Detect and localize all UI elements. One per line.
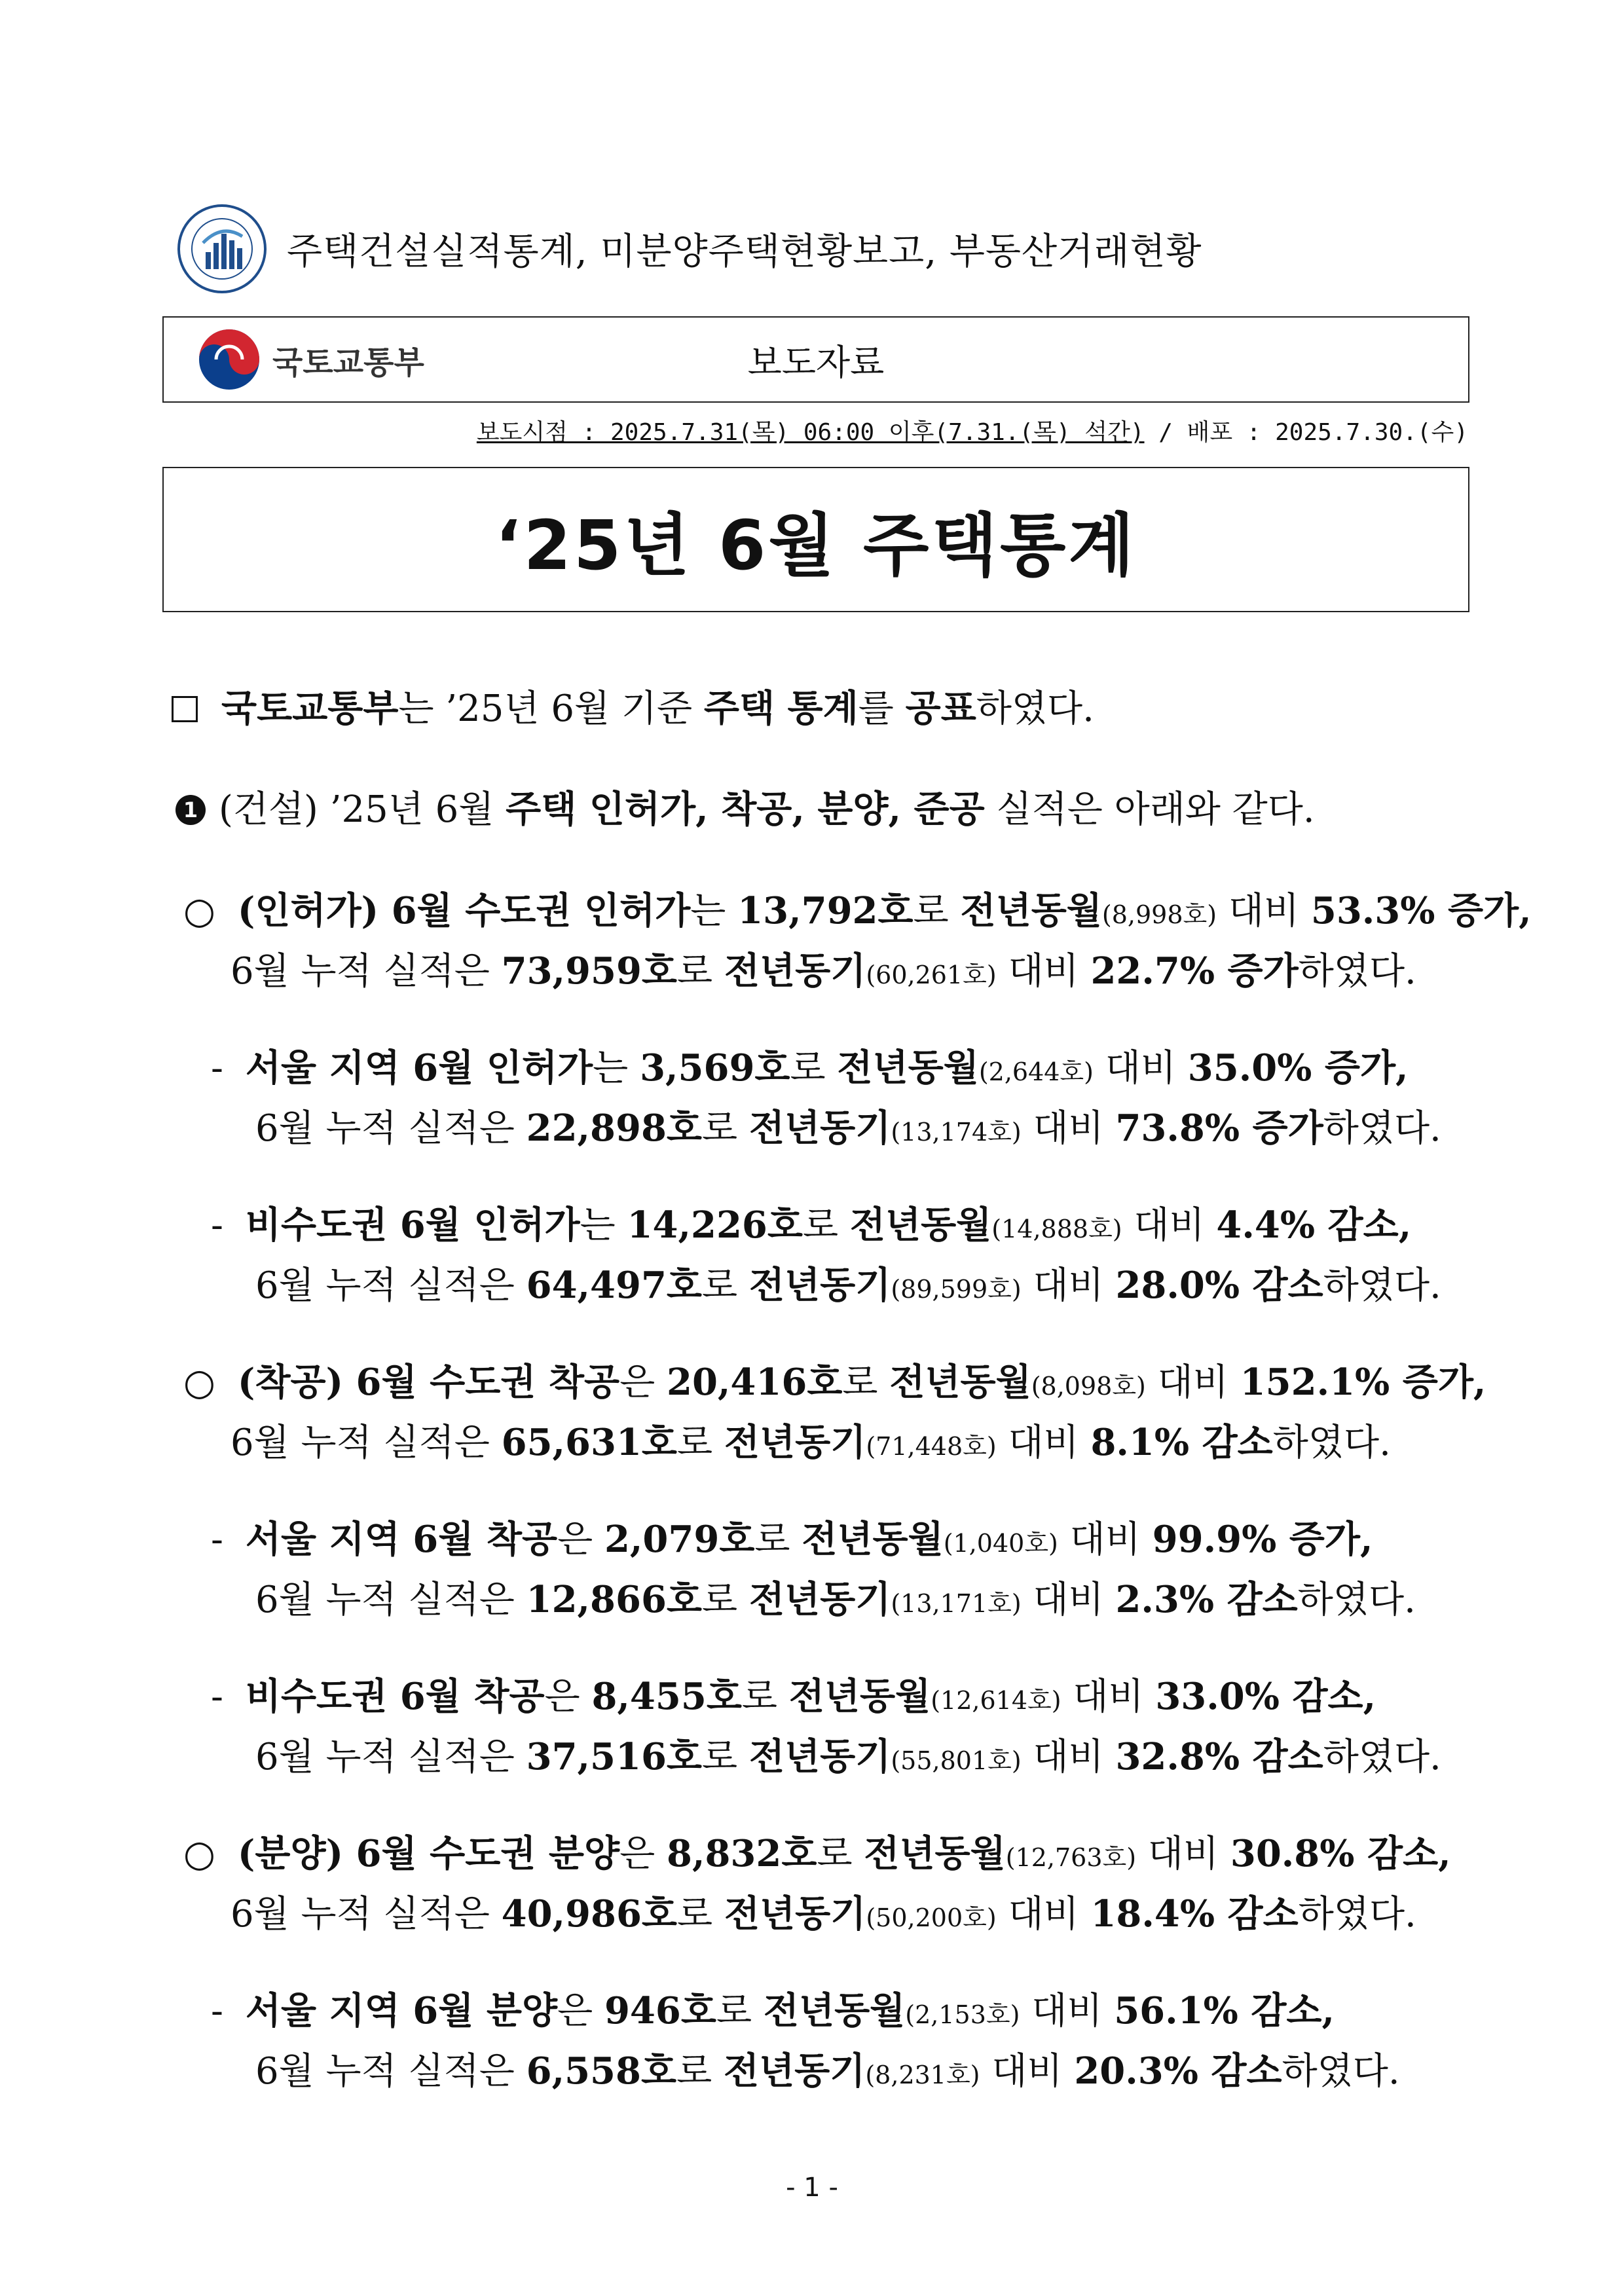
item-particle: 로: [677, 1422, 724, 1464]
dash-item-line-2: [255, 1576, 1416, 1627]
item-reference-value: (12,614호): [931, 1686, 1061, 1715]
cumulative-value: 65,631호: [501, 1421, 678, 1464]
item-reference-value: (13,171호): [891, 1589, 1022, 1618]
item-change-percent: 53.3% 증가,: [1310, 889, 1532, 932]
item-ending: 하였다.: [1323, 1736, 1441, 1778]
item-change-percent: 35.0% 증가,: [1187, 1046, 1409, 1090]
section-1-text-2: 실적은 아래와 같다.: [984, 788, 1315, 831]
intro-keyword-publish: 공표: [905, 687, 976, 730]
ministry-logo: [196, 327, 424, 392]
item-subject: (착공) 6월 수도권 착공: [237, 1361, 620, 1404]
item-subject: (인허가) 6월 수도권 인허가: [237, 889, 691, 932]
cumulative-value: 40,986호: [501, 1892, 678, 1936]
section-1-keywords: 주택 인허가, 착공, 분양, 준공: [506, 788, 985, 831]
item-value: 13,792호: [737, 889, 913, 932]
item-ending: 하였다.: [1272, 1422, 1391, 1464]
item-particle: 로: [802, 1204, 850, 1247]
circle-item-line-2: [231, 1890, 1416, 1941]
document-title: ‘25년 6월 주택통계: [495, 505, 1137, 585]
item-reference-value: (12,763호): [1005, 1843, 1137, 1872]
item-value: 14,226호: [627, 1203, 803, 1247]
item-particle: 은: [557, 1518, 604, 1561]
item-comparison-label: 전년동기: [748, 1578, 891, 1621]
item-connector: 대비: [1058, 1518, 1153, 1561]
dash-item-line-2: [255, 1105, 1441, 1156]
cumulative-value: 12,866호: [526, 1578, 703, 1621]
release-time: 2025.7.31(목) 06:00 이후(7.31.(목) 석간): [610, 419, 1145, 446]
item-reference-value: (2,644호): [978, 1057, 1094, 1086]
item-particle: 로: [913, 890, 961, 932]
section-1-text-1: (건설) ’25년 6월: [219, 788, 506, 831]
item-subject: (분양) 6월 수도권 분양: [237, 1832, 620, 1875]
cumulative-change-percent: 18.4% 감소: [1090, 1892, 1299, 1936]
cumulative-change-percent: 73.8% 증가: [1115, 1107, 1323, 1150]
national-statistics-seal-icon: [177, 204, 267, 294]
item-comparison-label: 전년동기: [723, 2049, 866, 2093]
dash-item-line-1: [211, 1202, 1411, 1253]
item-change-percent: 33.0% 감소,: [1155, 1675, 1376, 1718]
item-subject: 서울 지역 6월 인허가: [245, 1046, 593, 1090]
cumulative-change-percent: 32.8% 감소: [1115, 1735, 1323, 1778]
item-connector: 대비: [996, 1893, 1091, 1936]
item-particle: 로: [716, 1990, 764, 2032]
item-comparison-label: 전년동월: [864, 1832, 1006, 1875]
item-particle: 는: [580, 1204, 627, 1247]
item-reference-value: (8,098호): [1031, 1372, 1146, 1401]
item-ending: 하였다.: [1323, 1107, 1441, 1150]
item-particle: 로: [754, 1518, 802, 1561]
item-value: 8,455호: [591, 1675, 742, 1718]
intro-text-2: 를: [858, 688, 906, 730]
intro-text-3: 하였다.: [976, 688, 1094, 730]
item-particle: 로: [702, 1579, 749, 1621]
item-connector: 대비: [1136, 1833, 1230, 1875]
item-particle: 로: [741, 1676, 789, 1718]
item-comparison-label: 전년동월: [763, 1989, 906, 2032]
item-comparison-label: 전년동월: [960, 889, 1102, 932]
cumulative-value: 6,558호: [526, 2049, 677, 2093]
cumulative-change-percent: 2.3% 감소: [1115, 1578, 1298, 1621]
item-reference-value: (1,040호): [943, 1529, 1058, 1558]
cumulative-label: 6월 누적 실적은: [255, 1579, 526, 1621]
item-reference-value: (55,801호): [891, 1746, 1022, 1775]
intro-ministry: 국토교통부: [221, 687, 399, 730]
dash-bullet-icon: -: [211, 1204, 223, 1247]
item-ending: 하였다.: [1298, 1893, 1416, 1936]
distribution-info: / 배포 : 2025.7.30.(수): [1144, 419, 1468, 446]
cumulative-label: 6월 누적 실적은: [255, 1736, 526, 1778]
cumulative-change-percent: 22.7% 증가: [1090, 949, 1299, 993]
item-subject: 서울 지역 6월 분양: [245, 1989, 558, 2032]
item-comparison-label: 전년동기: [724, 1892, 866, 1936]
cumulative-label: 6월 누적 실적은: [231, 1422, 502, 1464]
item-value: 8,832호: [667, 1832, 817, 1875]
item-particle: 는: [690, 890, 738, 932]
intro-text-1: 는 ’25년 6월 기준: [398, 688, 704, 730]
dash-bullet-icon: -: [211, 1518, 223, 1561]
item-particle: 은: [557, 1990, 604, 2032]
item-change-percent: 152.1% 증가,: [1240, 1361, 1486, 1404]
item-connector: 대비: [1061, 1676, 1156, 1718]
item-subject: 비수도권 6월 인허가: [245, 1203, 580, 1247]
item-connector: 대비: [1021, 1107, 1116, 1150]
dash-item-line-1: [211, 1044, 1409, 1095]
cumulative-change-percent: 28.0% 감소: [1115, 1264, 1323, 1307]
circle-bullet-icon: ○: [183, 1833, 215, 1875]
cumulative-label: 6월 누적 실적은: [231, 1893, 502, 1936]
item-reference-value: (60,261호): [866, 961, 997, 989]
cumulative-value: 64,497호: [526, 1264, 703, 1307]
item-connector: 대비: [996, 1422, 1091, 1464]
item-value: 2,079호: [604, 1518, 755, 1561]
section-1-heading: [175, 786, 1315, 834]
square-bullet-icon: [172, 696, 198, 722]
circle-item-line-2: [231, 1419, 1391, 1470]
item-value: 946호: [604, 1989, 716, 2032]
item-value: 20,416호: [667, 1361, 843, 1404]
cumulative-label: 6월 누적 실적은: [255, 1264, 526, 1307]
page-number: - 1 -: [786, 2173, 838, 2203]
circle-item-line-1: [183, 1830, 1451, 1881]
item-particle: 는: [593, 1047, 640, 1090]
intro-keyword-stats: 주택 통계: [703, 687, 858, 730]
cumulative-value: 22,898호: [526, 1107, 703, 1150]
item-connector: 대비: [1093, 1047, 1188, 1090]
item-comparison-label: 전년동월: [837, 1046, 979, 1090]
item-subject: 서울 지역 6월 착공: [245, 1518, 558, 1561]
item-reference-value: (14,888호): [991, 1215, 1122, 1243]
circle-bullet-icon: ○: [183, 890, 215, 932]
dash-bullet-icon: -: [211, 1047, 223, 1090]
intro-line: [172, 685, 1094, 733]
item-connector: 대비: [1020, 1990, 1115, 2032]
item-reference-value: (50,200호): [866, 1903, 997, 1932]
section-number-badge: 1: [175, 795, 206, 825]
item-connector: 대비: [1021, 1736, 1116, 1778]
title-box: [162, 467, 1469, 612]
item-change-percent: 56.1% 감소,: [1114, 1989, 1335, 2032]
dash-bullet-icon: -: [211, 1990, 223, 2032]
dash-item-line-2: [255, 2047, 1400, 2099]
dash-bullet-icon: -: [211, 1676, 223, 1718]
item-comparison-label: 전년동기: [724, 949, 866, 993]
item-reference-value: (2,153호): [905, 2000, 1020, 2029]
ministry-name: 국토교통부: [272, 344, 424, 381]
item-connector: 대비: [1021, 1579, 1116, 1621]
dash-item-line-2: [255, 1262, 1441, 1313]
cumulative-label: 6월 누적 실적은: [231, 950, 502, 993]
item-reference-value: (71,448호): [866, 1432, 997, 1461]
item-ending: 하였다.: [1282, 2050, 1400, 2093]
item-particle: 은: [619, 1361, 667, 1404]
cumulative-value: 73,959호: [501, 949, 678, 993]
item-subject: 비수도권 6월 착공: [245, 1675, 545, 1718]
release-prefix: 보도시점 :: [476, 419, 610, 446]
circle-item-line-1: [183, 1359, 1486, 1410]
circle-item-line-2: [231, 947, 1416, 999]
item-connector: 대비: [1021, 1264, 1116, 1307]
item-particle: 로: [702, 1264, 749, 1307]
dash-item-line-1: [211, 1673, 1376, 1724]
item-change-percent: 30.8% 감소,: [1230, 1832, 1451, 1875]
item-particle: 로: [677, 950, 724, 993]
item-particle: 은: [619, 1833, 667, 1875]
item-connector: 대비: [1217, 890, 1311, 932]
item-particle: 로: [842, 1361, 890, 1404]
item-ending: 하였다.: [1298, 950, 1416, 993]
item-particle: 은: [544, 1676, 592, 1718]
item-reference-value: (89,599호): [891, 1275, 1022, 1304]
item-change-percent: 99.9% 증가,: [1152, 1518, 1373, 1561]
cumulative-value: 37,516호: [526, 1735, 703, 1778]
item-comparison-label: 전년동월: [802, 1518, 944, 1561]
taegeuk-logo-icon: [196, 327, 262, 392]
press-release-label: 보도자료: [747, 341, 885, 383]
release-time-line: [477, 414, 1468, 447]
cumulative-label: 6월 누적 실적은: [255, 1107, 526, 1150]
circle-item-line-1: [183, 887, 1532, 938]
item-connector: 대비: [1122, 1204, 1217, 1247]
circle-bullet-icon: ○: [183, 1361, 215, 1404]
item-ending: 하였다.: [1323, 1264, 1441, 1307]
item-comparison-label: 전년동기: [724, 1421, 866, 1464]
item-particle: 로: [790, 1047, 838, 1090]
agency-line-text: 주택건설실적통계, 미분양주택현황보고, 부동산거래현황: [287, 230, 1202, 273]
item-particle: 로: [677, 1893, 724, 1936]
item-connector: 대비: [980, 2050, 1075, 2093]
cumulative-label: 6월 누적 실적은: [255, 2050, 526, 2093]
item-ending: 하였다.: [1297, 1579, 1416, 1621]
item-reference-value: (8,231호): [865, 2061, 980, 2089]
item-value: 3,569호: [640, 1046, 790, 1090]
item-connector: 대비: [996, 950, 1091, 993]
item-particle: 로: [817, 1833, 864, 1875]
item-connector: 대비: [1145, 1361, 1240, 1404]
cumulative-change-percent: 8.1% 감소: [1090, 1421, 1273, 1464]
item-change-percent: 4.4% 감소,: [1216, 1203, 1412, 1247]
dash-item-line-1: [211, 1987, 1335, 2038]
item-particle: 로: [676, 2050, 724, 2093]
item-comparison-label: 전년동월: [889, 1361, 1031, 1404]
item-comparison-label: 전년동기: [748, 1107, 891, 1150]
item-reference-value: (13,174호): [891, 1118, 1022, 1147]
item-particle: 로: [702, 1107, 749, 1150]
item-reference-value: (8,998호): [1101, 900, 1217, 929]
dash-item-line-1: [211, 1516, 1373, 1567]
item-comparison-label: 전년동기: [748, 1264, 891, 1307]
item-comparison-label: 전년동기: [748, 1735, 891, 1778]
press-release-box: [162, 316, 1469, 403]
item-comparison-label: 전년동월: [788, 1675, 931, 1718]
item-comparison-label: 전년동월: [849, 1203, 992, 1247]
dash-item-line-2: [255, 1733, 1441, 1784]
agency-header: [177, 200, 1202, 298]
cumulative-change-percent: 20.3% 감소: [1074, 2049, 1282, 2093]
item-particle: 로: [702, 1736, 749, 1778]
